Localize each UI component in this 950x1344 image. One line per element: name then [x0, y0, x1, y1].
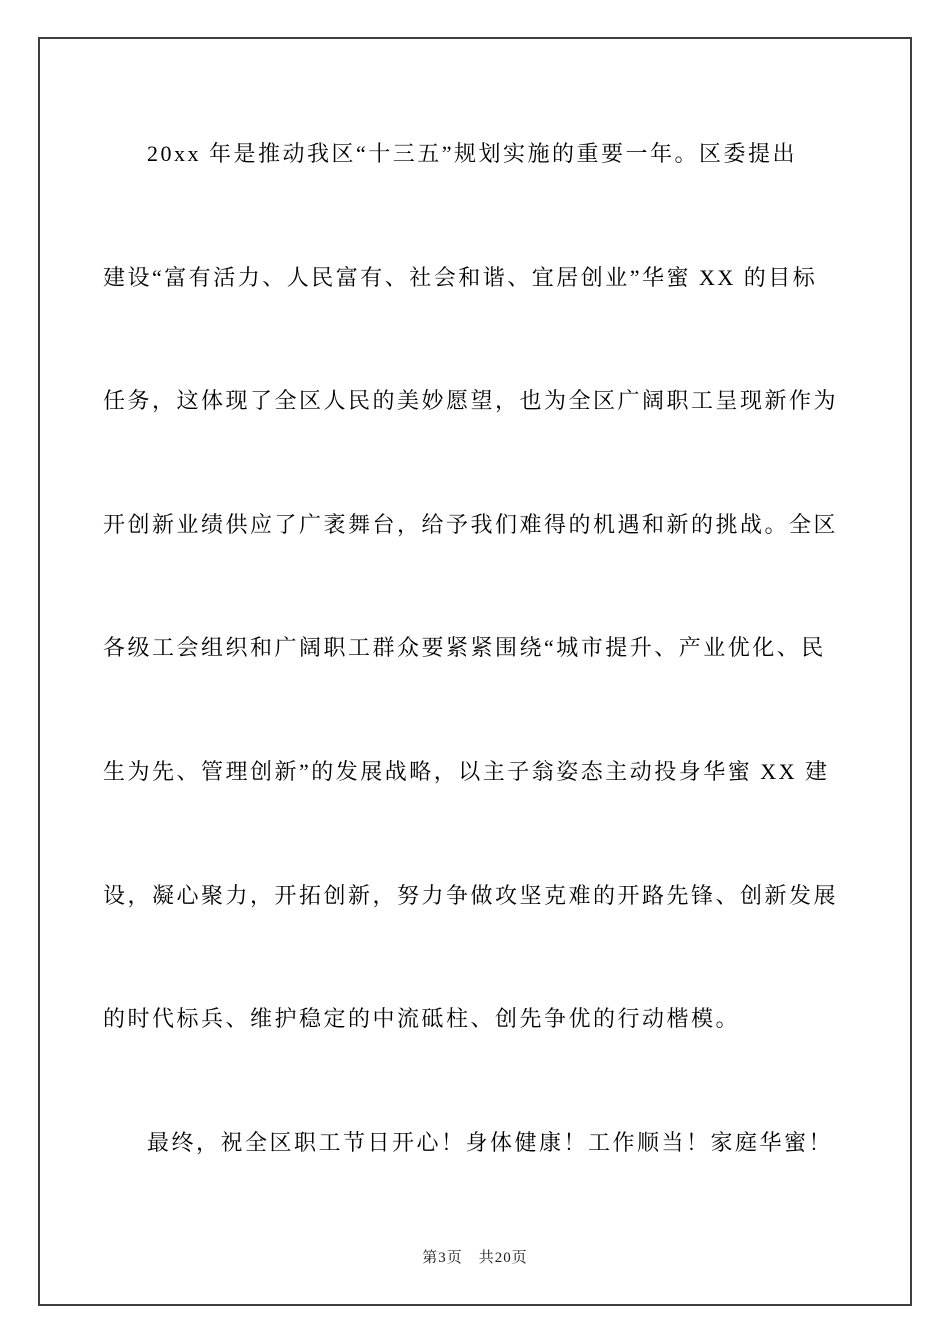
- paragraph-line: 最终，祝全区职工节日开心！身体健康！工作顺当！家庭华蜜！: [147, 1129, 834, 1155]
- page-number-current: 第3页: [422, 1250, 463, 1266]
- page-number-total: 共20页: [478, 1250, 528, 1266]
- paragraph-line: 各级工会组织和广阔职工群众要紧紧围绕“城市提升、产业优化、民: [103, 635, 826, 661]
- page-footer: [0, 1246, 950, 1267]
- paragraph-line: 20xx 年是推动我区“十三五”规划实施的重要一年。区委提出: [147, 141, 798, 166]
- document-body: [103, 140, 850, 1252]
- paragraph-line: 开创新业绩供应了广袤舞台，给予我们难得的机遇和新的挑战。全区: [103, 511, 839, 537]
- paragraph-line: 的时代标兵、维护稳定的中流砥柱、创先争优的行动楷模。: [103, 1006, 741, 1032]
- paragraph-line: 建设“富有活力、人民富有、社会和谐、宜居创业”华蜜 XX 的目标: [103, 264, 818, 290]
- paragraph-line: 设，凝心聚力，开拓创新，努力争做攻坚克难的开路先锋、创新发展: [103, 882, 839, 908]
- paragraph-line: 任务，这体现了全区人民的美妙愿望，也为全区广阔职工呈现新作为: [103, 388, 839, 414]
- paragraph-line: 生为先、管理创新”的发展战略，以主子翁姿态主动投身华蜜 XX 建: [103, 758, 830, 784]
